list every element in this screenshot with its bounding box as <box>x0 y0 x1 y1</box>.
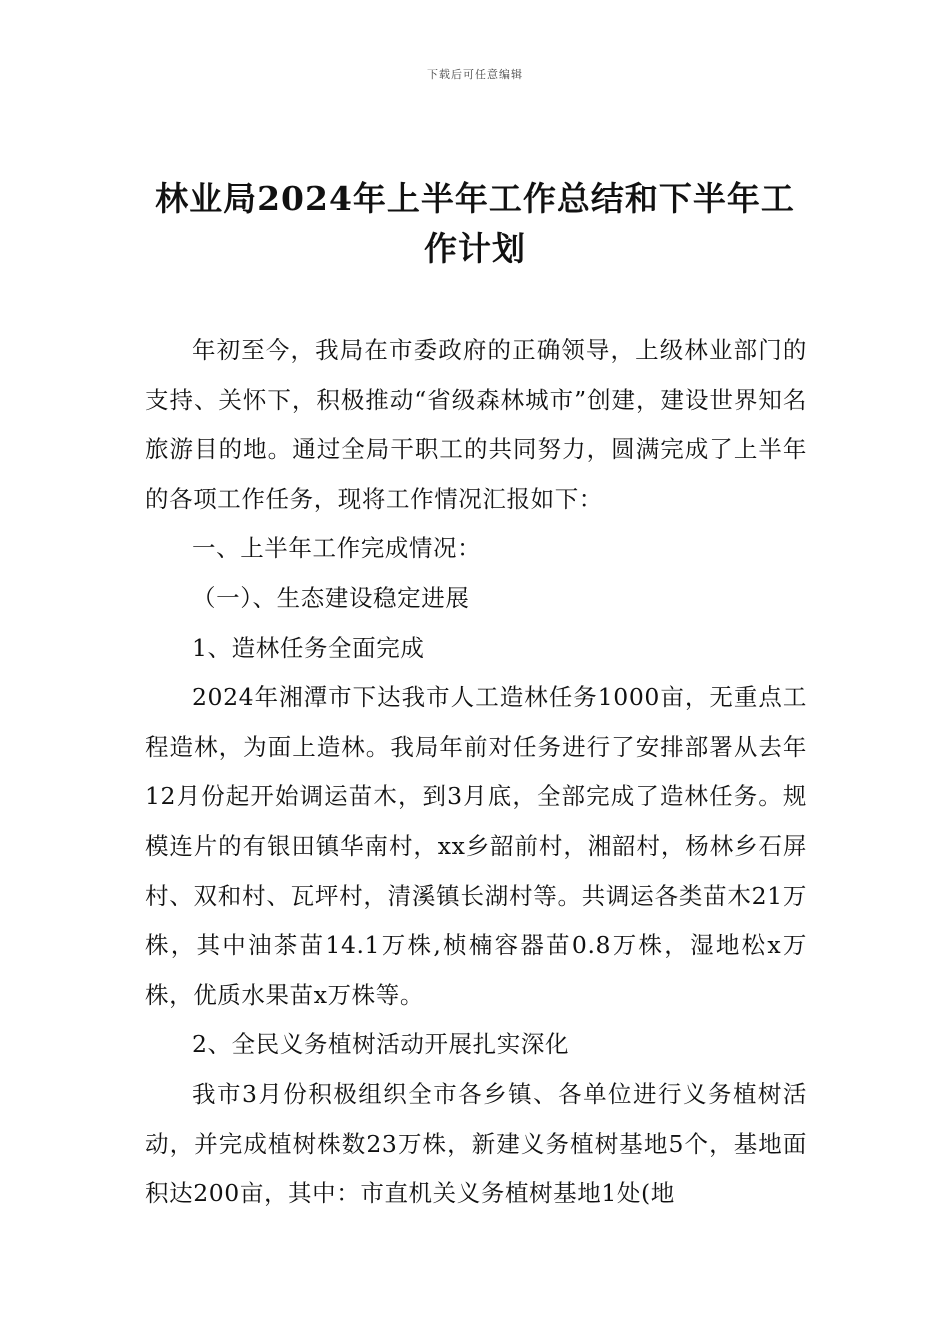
item-heading: 2、全民义务植树活动开展扎实深化 <box>192 1030 570 1059</box>
body-paragraph: 我市3月份积极组织全市各乡镇、各单位进行义务植树活动，并完成植树株数23万株，新建义务植树基地5个，基地面积达200亩，其中：市直机关义务植树基地1处(地 <box>145 1079 807 1208</box>
subsection-heading: （一）、生态建设稳定进展 <box>192 583 470 612</box>
page-header-note: 下载后可任意编辑 <box>427 68 523 81</box>
intro-paragraph: 年初至今，我局在市委政府的正确领导，上级林业部门的支持、关怀下，积极推动“省级森林城市”创建，建设世界知名旅游目的地。通过全局干职工的共同努力，圆满完成了上半年的各项工作任务，现将工作情况汇报如下： <box>145 336 807 513</box>
document-body <box>145 326 807 1219</box>
section-heading: 一、上半年工作完成情况： <box>192 534 482 563</box>
item-heading: 1、造林任务全面完成 <box>192 633 425 662</box>
body-paragraph: 2024年湘潭市下达我市人工造林任务1000亩，无重点工程造林，为面上造林。我局年前对任务进行了安排部署从去年12月份起开始调运苗木，到3月底，全部完成了造林任务。规模连片的有银田镇华南村，xx乡韶前村，湘韶村，杨林乡石屏村、双和村、瓦坪村，清溪镇长湖村等。共调运各类苗木21万株，其中油茶苗14.1万株,桢楠容器苗0.8万株，湿地松x万株，优质水果苗x万株等。 <box>145 683 807 1009</box>
document-title: 林业局2024年上半年工作总结和下半年工作计划 <box>155 179 795 268</box>
